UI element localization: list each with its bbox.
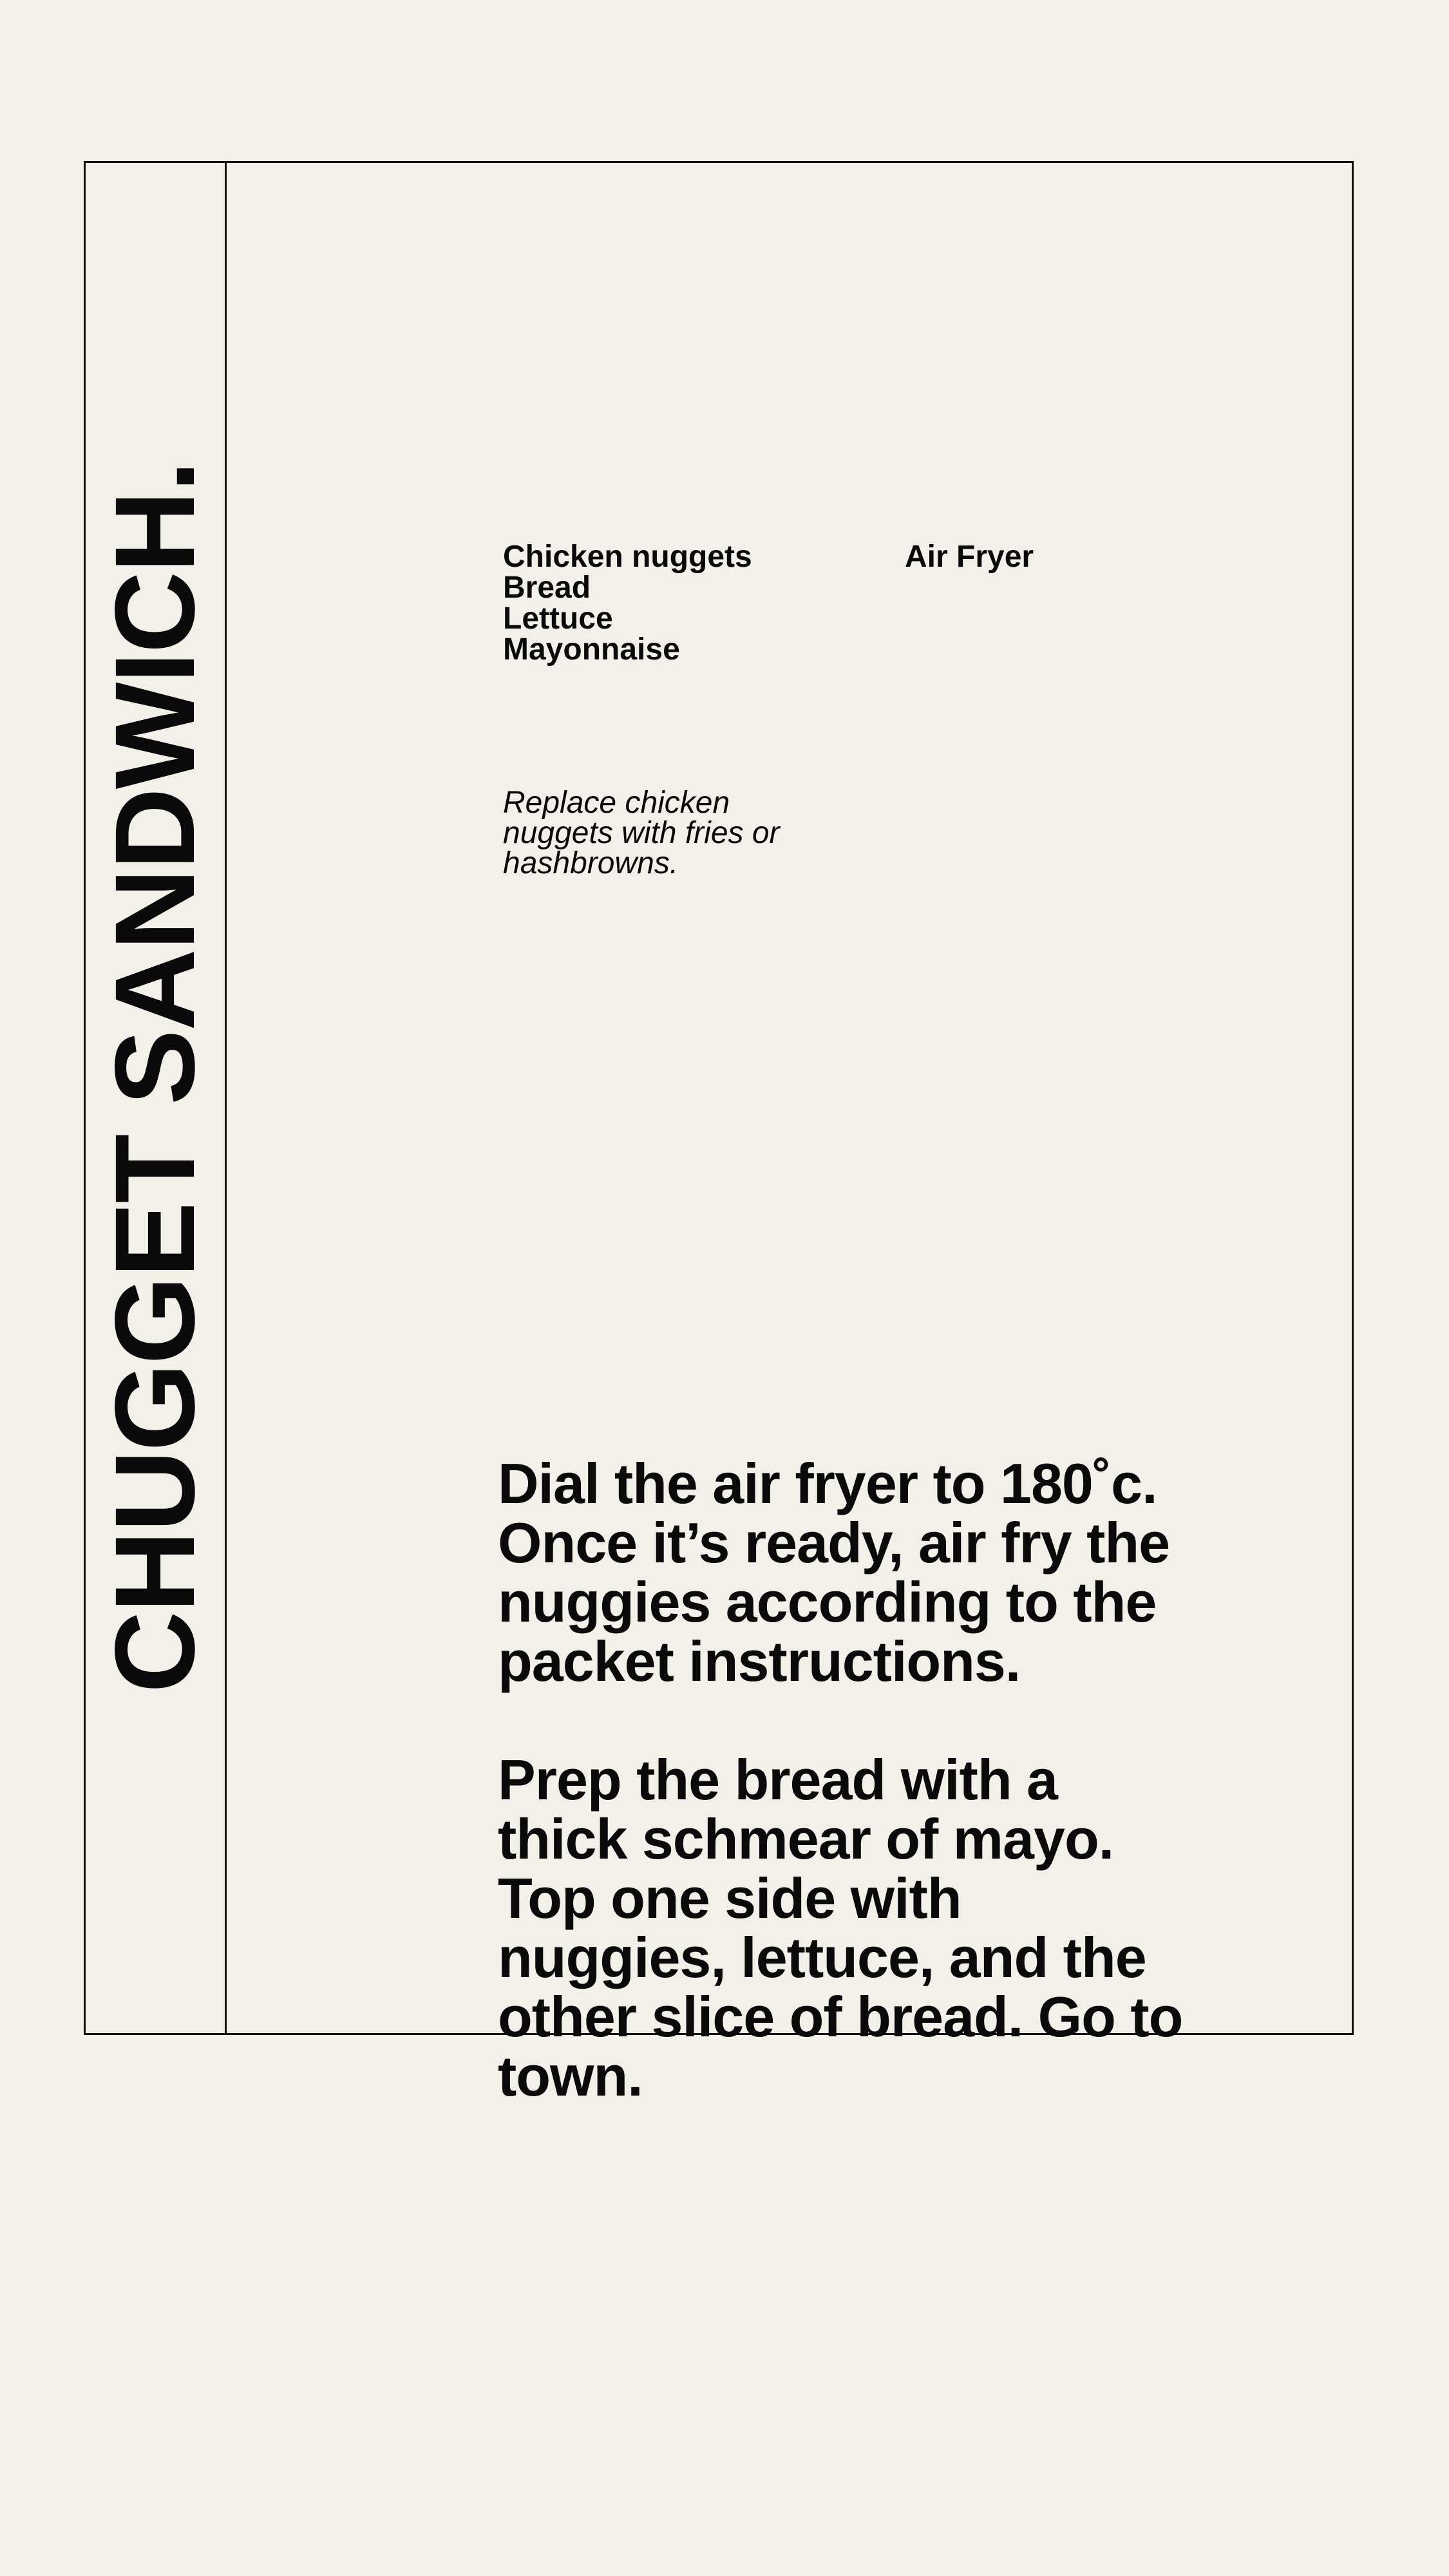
recipe-steps (498, 1454, 1193, 2106)
recipe-title: CHUGGET SANDWICH. (92, 462, 218, 1693)
step-paragraph: Dial the air fryer to 180˚c. Once it’s ready, air fry the nuggies according to the packet instructions. (498, 1452, 1170, 1693)
ingredient-item: Chicken nuggets (503, 540, 752, 574)
recipe-card (84, 161, 1354, 2108)
ingredient-item: Bread (503, 571, 591, 605)
ingredient-item: Lettuce (503, 601, 613, 636)
equipment-label: Air Fryer (905, 540, 1034, 574)
step-paragraph: Prep the bread with a thick schmear of mayo. Top one side with nuggies, lettuce, and the other slice of bread. Go to town. (498, 1748, 1183, 2108)
title-spine (86, 163, 227, 2033)
recipe-tip: Replace chicken nuggets with fries or hashbrowns. (503, 786, 780, 880)
ingredients-list (503, 542, 752, 665)
ingredient-item: Mayonnaise (503, 632, 680, 667)
